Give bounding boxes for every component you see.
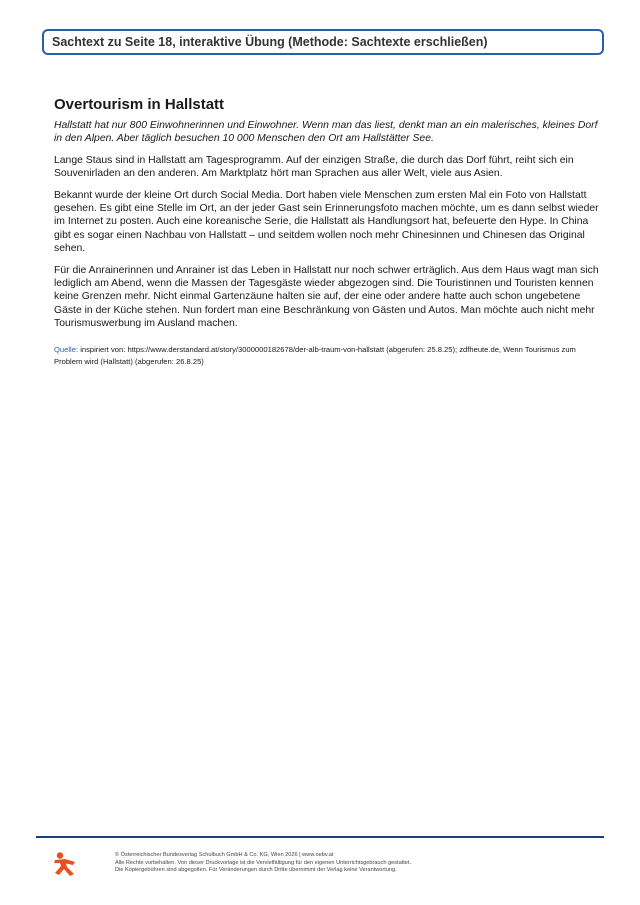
footer-legal	[115, 852, 595, 875]
article-paragraph-2: Bekannt wurde der kleine Ort durch Social Media. Dort haben viele Menschen zum ersten Mal ein Foto von Hallstatt gesehen. Es gibt eine Stelle im Ort, an der jeder Gast sein Erinnerungsfoto machen möchte, um es dann selbst wieder im Internet zu posten. Auch eine koreanische Serie, die Hallstatt als Handlungsort hat, befeuerte den Hype. In China gibt es sogar einen Nachbau von Hallstatt – und seitdem wollen noch mehr Chinesinnen und Chinesen das Original sehen.	[54, 189, 599, 255]
oebv-logo-icon	[52, 851, 78, 877]
footer-divider	[36, 836, 604, 838]
footer-fees: Die Kopiergebühren sind abgegolten. Für Veränderungen durch Dritte übernimmt der Verlag keine Verantwortung.	[115, 867, 397, 874]
page-header-title: Sachtext zu Seite 18, interaktive Übung (Methode: Sachtexte erschließen)	[52, 35, 488, 49]
footer-copyright: © Österreichischer Bundesverlag Schulbuch GmbH & Co. KG, Wien 2026 | www.oebv.at	[115, 852, 334, 858]
source-text: inspiriert von: https://www.derstandard.at/story/3000000182678/der-alb-traum-von-hallstatt (abgerufen: 25.8.25); zdfheute.de, Wenn Tourismus zum Problem wird (Hallstatt) (abgerufen: 26.8.25)	[54, 345, 576, 366]
article-title: Overtourism in Hallstatt	[54, 96, 225, 113]
source-label: Quelle:	[54, 345, 79, 354]
article-paragraph-1: Lange Staus sind in Hallstatt am Tagesprogramm. Auf der einzigen Straße, die durch das Dorf führt, reiht sich ein Souvenirladen an den anderen. Am Marktplatz hört man Sprachen aus aller Welt, viele aus Asien.	[54, 154, 574, 180]
source-note	[54, 344, 594, 367]
header-box	[42, 29, 604, 55]
article-lead: Hallstatt hat nur 800 Einwohnerinnen und Einwohner. Wenn man das liest, denkt man an ein malerisches, kleines Dorf in den Alpen. Aber täglich besuchen 10 000 Menschen den Ort am Hallstätter See.	[54, 120, 598, 145]
article-paragraph-3: Für die Anrainerinnen und Anrainer ist das Leben in Hallstatt nur noch schwer erträglich. Aus dem Haus wagt man sich lediglich am Abend, wenn die Massen der Tagesgäste wieder abgezogen sind. Die Touristinnen und Touristen kennen keine Grenzen mehr. Nicht einmal Gartenzäune halten sie auf, der eine oder andere hatte auch schon ungebetene Gäste in der Küche stehen. Nun fordert man eine Beschränkung von Gästen und Autos. Man möchte auch nicht mehr Tourismuswerbung im Ausland machen.	[54, 264, 599, 330]
article	[54, 96, 602, 339]
footer-rights: Alle Rechte vorbehalten. Von dieser Druckvorlage ist die Vervielfältigung für den eigenen Unterrichtsgebrauch gestattet.	[115, 859, 412, 866]
